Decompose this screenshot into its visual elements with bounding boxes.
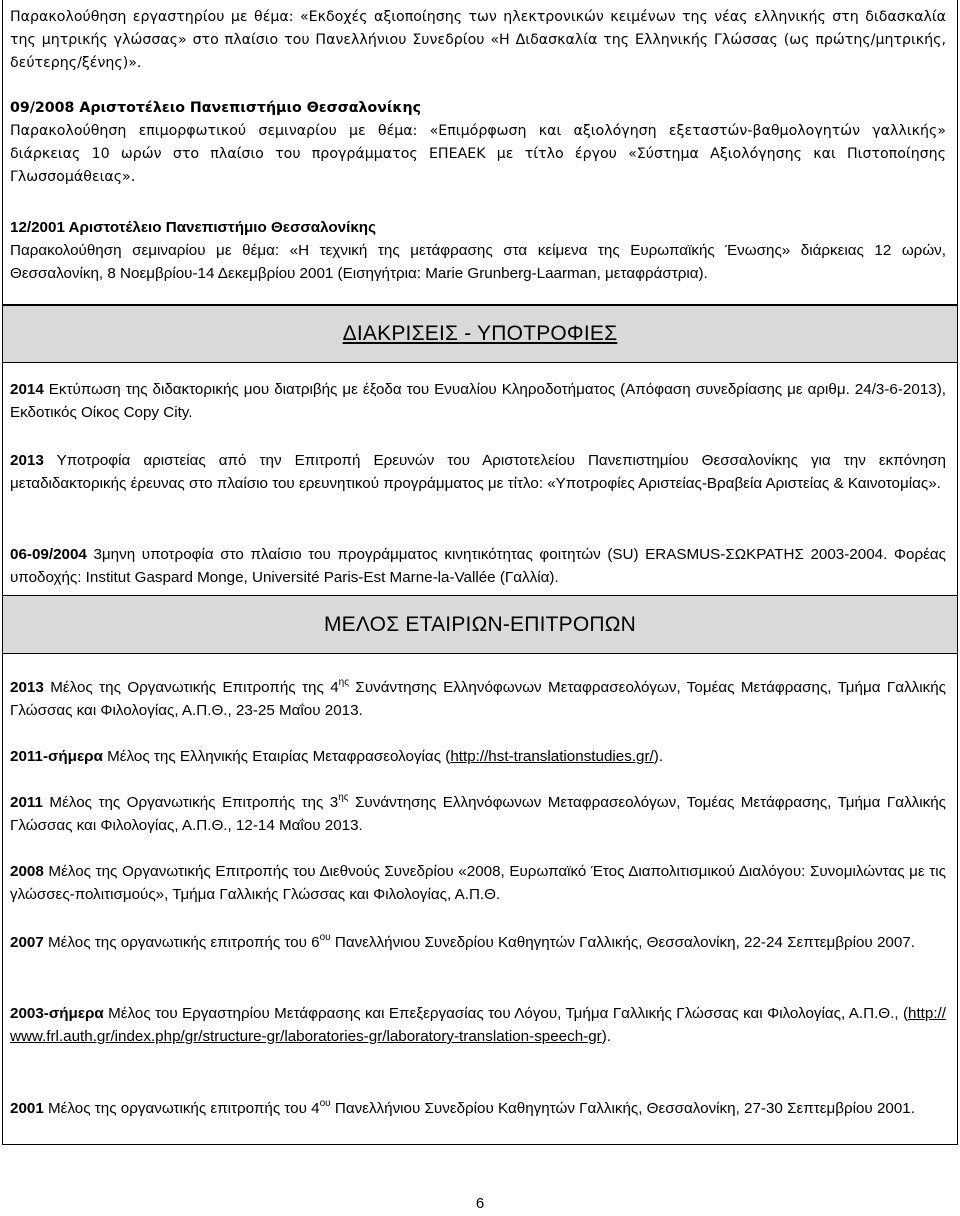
seminar-heading: 09/2008 Αριστοτέλειο Πανεπιστήμιο Θεσσαλονίκης — [10, 100, 422, 116]
award-year: 06-09/2004 — [10, 546, 87, 563]
member-entry — [10, 791, 946, 837]
member-text: Μέλος της Οργανωτικής Επιτροπής της 3 — [42, 794, 339, 811]
ordinal-suffix: ου — [319, 931, 331, 943]
member-year: 2008 — [10, 863, 44, 880]
intro-paragraph: Παρακολούθηση εργαστηρίου με θέμα: «Εκδοχές αξιοποίησης των ηλεκτρονικών κειμένων της νέας ελληνικής στη διδασκαλία της μητρικής γλώσσας» στο πλαίσιο του Πανελλήνιου Συνεδρίου «Η Διδασκαλία της Ελληνικής Γλώσσας (ως πρώτης/μητρικής, δεύτερης/ξένης)». — [10, 9, 946, 71]
award-year: 2014 — [10, 381, 44, 398]
seminar-description: Παρακολούθηση επιμορφωτικού σεμιναρίου με θέμα: «Επιμόρφωση και αξιολόγηση εξεταστών-βαθμολογητών γαλλικής» διάρκειας 10 ωρών στο πλαίσιο του προγράμματος ΕΠΕΑΕΚ με τίτλο έργου «Σύστημα Αξιολόγησης και Πιστοποίησης Γλωσσομάθειας». — [10, 123, 946, 185]
seminar-description: Παρακολούθηση σεμιναρίου με θέμα: «Η τεχνική της μετάφρασης στα κείμενα της Ευρωπαϊκής Ένωσης» διάρκειας 12 ωρών, Θεσσαλονίκη, 8 Νοεμβρίου-14 Δεκεμβρίου 2001 (Εισηγήτρια: Marie Grunberg-Laarman, μεταφράστρια). — [10, 242, 946, 282]
section-title: ΜΕΛΟΣ ΕΤΑΙΡΙΩΝ-ΕΠΙΤΡΟΠΩΝ — [323, 612, 637, 636]
member-text: Μέλος της Οργανωτικής Επιτροπής του Διεθνούς Συνεδρίου «2008, Ευρωπαϊκό Έτος Διαπολιτισμικού Διαλόγου: Συνομιλώντας με τις γλώσσες-πολιτισμούς», Τμήμα Γαλλικής Γλώσσας και Φιλολογίας, Α.Π.Θ. — [10, 863, 946, 903]
member-entry — [10, 860, 946, 906]
member-year: 2001 — [10, 1100, 44, 1117]
member-text: Πανελλήνιου Συνεδρίου Καθηγητών Γαλλικής, Θεσσαλονίκη, 22-24 Σεπτεμβρίου 2007. — [330, 934, 915, 951]
member-text: Μέλος της Ελληνικής Εταιρίας Μεταφρασεολογίας ( — [102, 748, 451, 765]
award-entry — [10, 378, 946, 424]
section-header-awards — [2, 305, 958, 363]
member-year: 2003-σήμερα — [10, 1005, 104, 1022]
member-entry — [10, 745, 946, 768]
seminar-entry — [10, 97, 946, 189]
member-year: 2011-σήμερα — [10, 748, 103, 765]
ordinal-suffix: ης — [338, 676, 350, 688]
member-entry — [10, 1002, 946, 1048]
member-link[interactable]: http://www.frl.auth.gr/index.php/gr/structure-gr/laboratories-gr/laboratory-translation-speech-gr — [10, 1005, 946, 1045]
member-year: 2007 — [10, 934, 44, 951]
member-link[interactable]: http://hst-translationstudies.gr/ — [450, 748, 654, 765]
award-entry — [10, 449, 946, 495]
member-text: Πανελλήνιου Συνεδρίου Καθηγητών Γαλλικής, Θεσσαλονίκη, 27-30 Σεπτεμβρίου 2001. — [330, 1100, 915, 1117]
member-text: ). — [653, 748, 664, 765]
award-entry — [10, 543, 946, 589]
member-text: Μέλος της οργανωτικής επιτροπής του 6 — [43, 934, 320, 951]
member-entry — [10, 676, 946, 722]
seminar-heading: 12/2001 Αριστοτέλειο Πανεπιστήμιο Θεσσαλονίκης — [10, 219, 376, 236]
section-header-members — [2, 595, 958, 654]
award-text: Εκτύπωση της διδακτορικής μου διατριβής με έξοδα του Ενυαλίου Κληροδοτήματος (Απόφαση συνεδρίασης με αριθμ. 24/3-6-2013), Εκδοτικός Οίκος Copy City. — [10, 381, 946, 421]
member-text: Συνάντησης Ελληνόφωνων Μεταφρασεολόγων, Τομέας Μετάφρασης, Τμήμα Γαλλικής Γλώσσας και Φιλολογίας, Α.Π.Θ., 23-25 Μαΐου 2013. — [10, 679, 946, 719]
member-entry — [10, 1097, 946, 1120]
member-year: 2013 — [10, 679, 44, 696]
member-year: 2011 — [10, 794, 43, 811]
seminar-entry — [10, 216, 946, 285]
member-text: Συνάντησης Ελληνόφωνων Μεταφρασεολόγων, Τομέας Μετάφρασης, Τμήμα Γαλλικής Γλώσσας και Φιλολογίας, Α.Π.Θ., 12-14 Μαΐου 2013. — [10, 794, 946, 834]
award-year: 2013 — [10, 452, 44, 469]
section-title: ΔΙΑΚΡΙΣΕΙΣ - ΥΠΟΤΡΟΦΙΕΣ — [342, 322, 618, 345]
ordinal-suffix: ης — [338, 791, 349, 803]
member-entry — [10, 931, 946, 954]
member-text: Μέλος της Οργανωτικής Επιτροπής της 4 — [43, 679, 339, 696]
member-text: Μέλος του Εργαστηρίου Μετάφρασης και Επεξεργασίας του Λόγου, Τμήμα Γαλλικής Γλώσσας και Φιλολογίας, Α.Π.Θ., ( — [103, 1005, 908, 1022]
award-text: 3μηνη υποτροφία στο πλαίσιο του προγράμματος κινητικότητας φοιτητών (SU) ERASMUS-ΣΩΚΡΑΤΗΣ 2003-2004. Φορέας υποδοχής: Institut Gaspard Monge, Université Paris-Est Marne-la-Vallée (Γαλλία). — [10, 546, 946, 586]
ordinal-suffix: ου — [319, 1097, 331, 1109]
award-text: Υποτροφία αριστείας από την Επιτροπή Ερευνών του Αριστοτελείου Πανεπιστημίου Θεσσαλονίκης για την εκπόνηση μεταδιδακτορικής έρευνας στο πλαίσιο του ερευνητικού προγράμματος με τίτλο: «Υποτροφίες Αριστείας-Βραβεία Αριστείας & Καινοτομίας». — [10, 452, 946, 492]
member-text: ). — [601, 1028, 612, 1045]
page-number: 6 — [475, 1195, 485, 1212]
member-text: Μέλος της οργανωτικής επιτροπής του 4 — [43, 1100, 320, 1117]
